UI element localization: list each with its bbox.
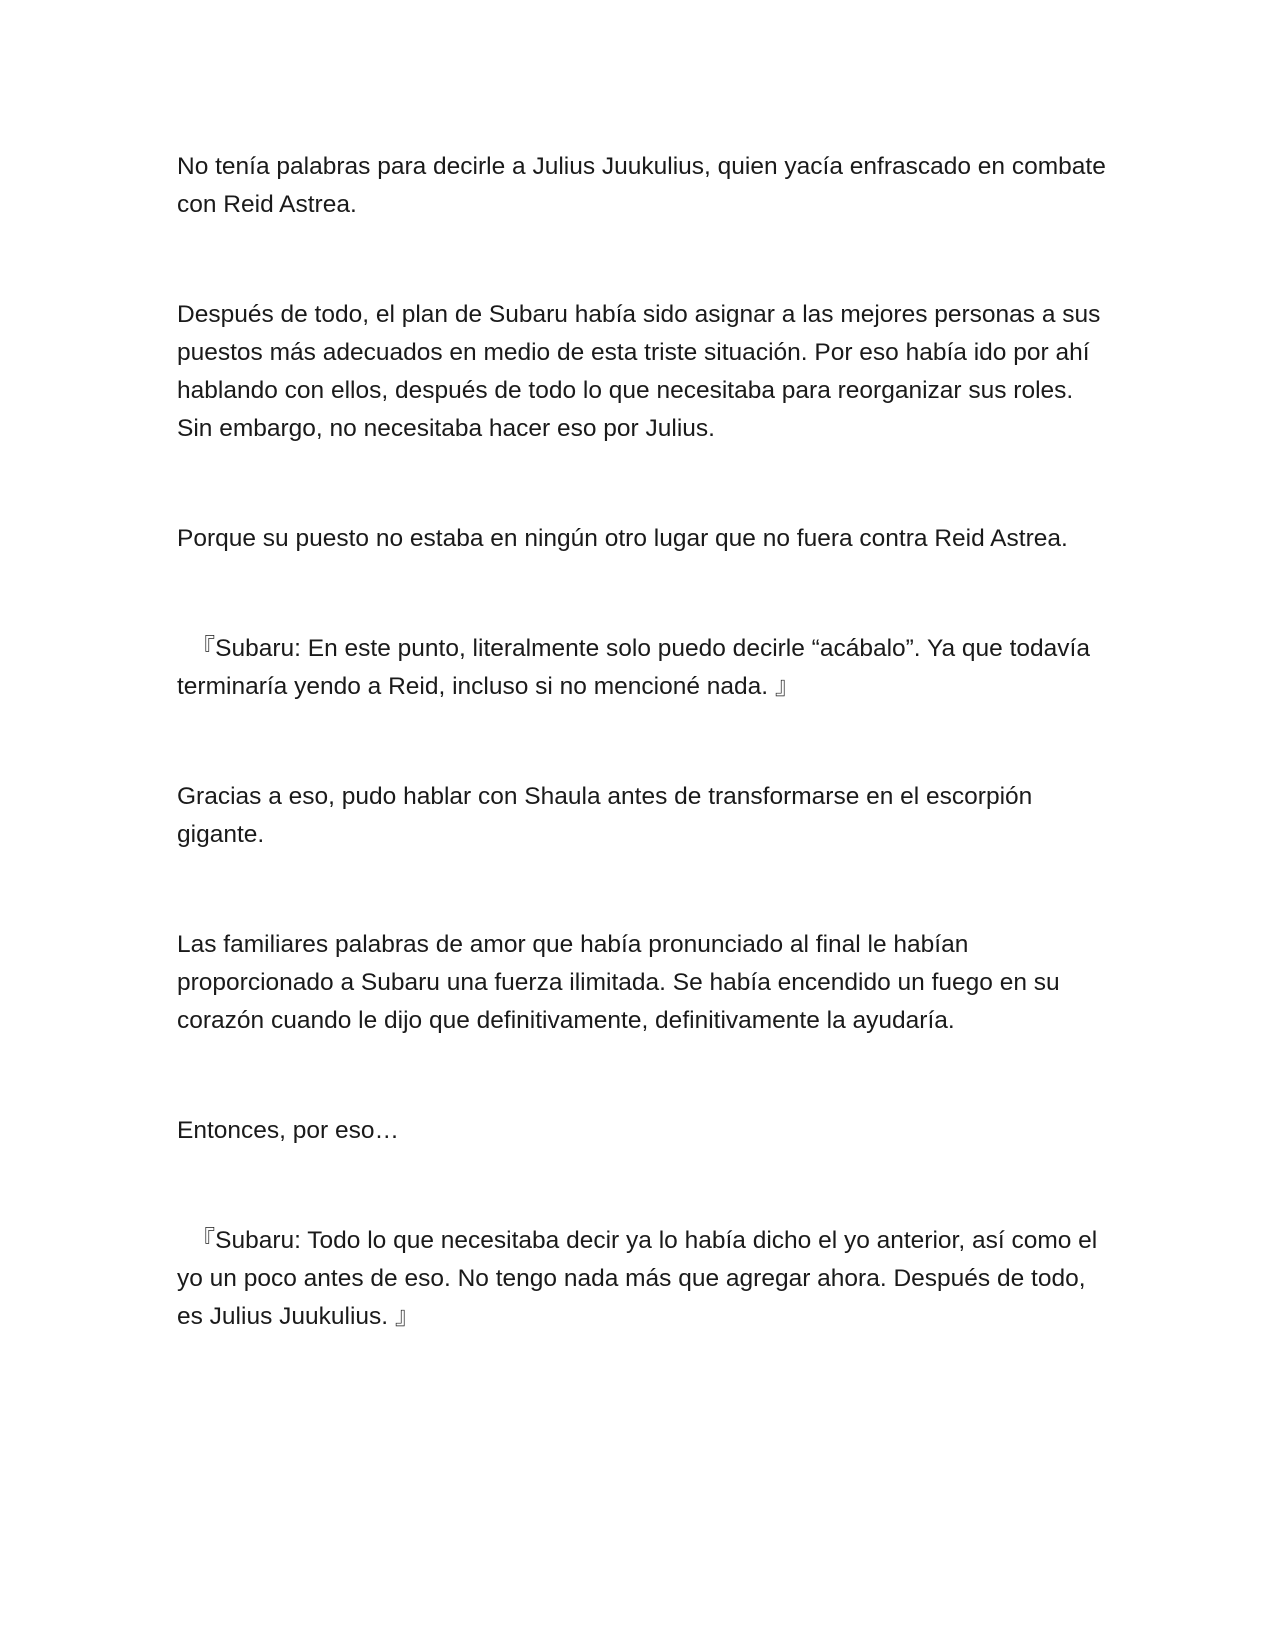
paragraph-3: Porque su puesto no estaba en ningún otro lugar que no fuera contra Reid Astrea. [177,525,1068,552]
document-body [177,148,1113,1336]
dialogue-subaru-1: 『Subaru: En este punto, literalmente solo puedo decirle “acábalo”. Ya que todavía terminaría yendo a Reid, incluso si no mencioné nada. 』 [177,635,1097,700]
dialogue-subaru-2: 『Subaru: Todo lo que necesitaba decir ya lo había dicho el yo anterior, así como el yo un poco antes de eso. No tengo nada más que agregar ahora. Después de todo, es Julius Juukulius. 』 [177,1227,1105,1330]
paragraph-spacer [177,1150,1107,1222]
paragraph-spacer [177,1040,1107,1112]
paragraph-spacer [177,706,1107,778]
paragraph-spacer [177,448,1107,520]
paragraph-5: Las familiares palabras de amor que había pronunciado al final le habían proporcionado a Subaru una fuerza ilimitada. Se había encendido un fuego en su corazón cuando le dijo que definitivamente, definitivamente la ayudaría. [177,931,1067,1034]
paragraph-spacer [177,224,1107,296]
paragraph-2: Después de todo, el plan de Subaru había sido asignar a las mejores personas a sus puestos más adecuados en medio de esta triste situación. Por eso había ido por ahí hablando con ellos, después de todo lo que necesitaba para reorganizar sus roles. Sin embargo, no necesitaba hacer eso por Julius. [177,301,1108,442]
paragraph-spacer [177,854,1107,926]
paragraph-4: Gracias a eso, pudo hablar con Shaula antes de transformarse en el escorpión gigante. [177,783,1040,848]
paragraph-spacer [177,558,1107,630]
paragraph-1: No tenía palabras para decirle a Julius Juukulius, quien yacía enfrascado en combate con Reid Astrea. [177,153,1113,218]
paragraph-6: Entonces, por eso… [177,1117,399,1144]
